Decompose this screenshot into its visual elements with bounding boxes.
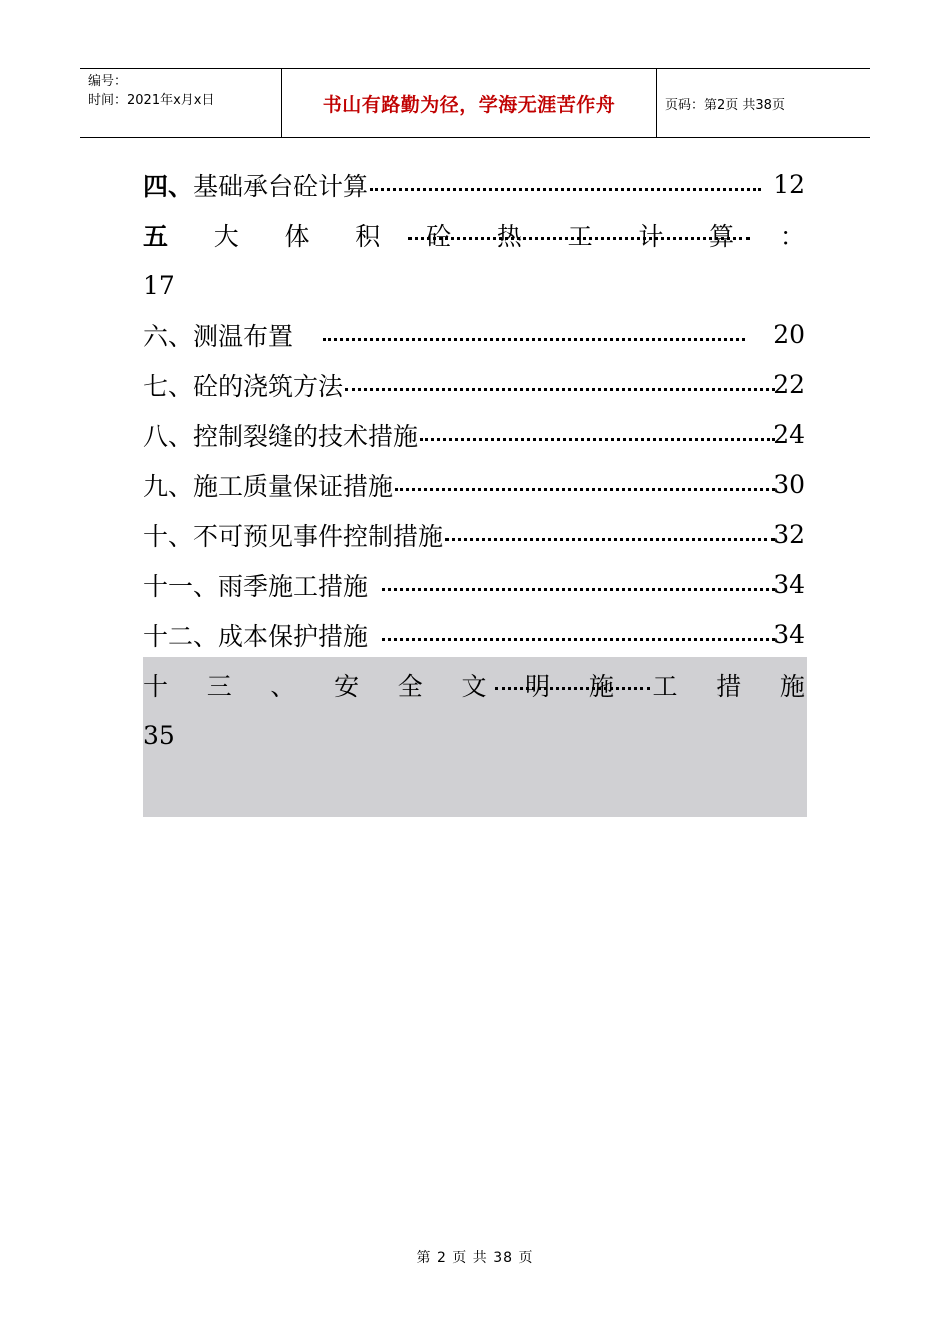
toc-entry-page: 35 — [143, 720, 175, 750]
toc-entry-prefix: 四、 — [143, 172, 194, 201]
toc-entry-page: 20 — [773, 320, 805, 349]
header-motto: 书山有路勤为径，学海无涯苦作舟 — [282, 69, 657, 137]
header-page-label: 页码：第2页 共38页 — [665, 97, 785, 113]
toc-entry — [143, 160, 805, 210]
dot-leader — [382, 588, 775, 591]
toc-entry-title: 基础承台砼计算 — [193, 172, 369, 201]
toc-title-char: 施 — [779, 672, 805, 701]
dot-leader — [445, 538, 775, 541]
toc-entry — [143, 610, 805, 660]
toc-entry-title-justified — [143, 667, 805, 703]
toc-entry-page: 32 — [773, 520, 805, 549]
toc-title-char: 砼 — [426, 222, 452, 251]
toc-entry-title: 六、测温布置 — [143, 322, 294, 351]
number-label: 编号： — [88, 74, 128, 89]
page-header — [80, 68, 870, 138]
dot-leader — [395, 488, 775, 491]
toc-entry-page-line — [143, 260, 805, 310]
toc-title-char: 五 — [143, 222, 169, 251]
toc-title-char: 热 — [496, 222, 522, 251]
toc-title-char: 计 — [638, 222, 664, 251]
toc-title-char: 体 — [284, 222, 310, 251]
toc-entry — [143, 210, 805, 260]
toc-entry-page: 12 — [773, 170, 805, 199]
toc-entry-title: 八、控制裂缝的技术措施 — [143, 422, 419, 451]
toc-title-char: 施 — [588, 672, 614, 701]
toc-entry-page: 24 — [773, 420, 805, 449]
toc-entry-page: 34 — [773, 570, 805, 599]
toc-title-char: ： — [779, 222, 805, 251]
dot-leader — [420, 438, 775, 441]
table-of-contents — [143, 160, 805, 760]
dot-leader — [370, 188, 761, 191]
toc-entry-page: 22 — [773, 370, 805, 399]
toc-entry — [143, 510, 805, 560]
toc-entry-page: 30 — [773, 470, 805, 499]
toc-title-char: 、 — [270, 672, 296, 701]
toc-title-char: 明 — [525, 672, 551, 701]
toc-title-char: 积 — [355, 222, 381, 251]
toc-entry-title: 九、施工质量保证措施 — [143, 472, 394, 501]
toc-entry-title-justified — [143, 217, 805, 253]
toc-entry — [143, 460, 805, 510]
toc-entry — [143, 360, 805, 410]
toc-entry-title: 七、砼的浇筑方法 — [143, 372, 344, 401]
toc-entry-title: 十一、雨季施工措施 — [143, 572, 369, 601]
toc-title-char: 三 — [206, 672, 232, 701]
toc-title-char: 工 — [567, 222, 593, 251]
dot-leader — [323, 338, 745, 341]
toc-title-char: 全 — [397, 672, 423, 701]
toc-entry-title: 十、不可预见事件控制措施 — [143, 522, 444, 551]
toc-entry-page-line — [143, 710, 805, 760]
toc-entry-title: 十二、成本保护措施 — [143, 622, 369, 651]
dot-leader — [345, 388, 775, 391]
toc-entry-page: 34 — [773, 620, 805, 649]
toc-entry-page: 17 — [143, 270, 175, 300]
toc-entry — [143, 310, 805, 360]
toc-entry — [143, 660, 805, 710]
page-footer: 第 2 页 共 38 页 — [416, 1250, 534, 1266]
toc-title-char: 文 — [461, 672, 487, 701]
toc-entry — [143, 560, 805, 610]
toc-title-char: 十 — [143, 672, 169, 701]
toc-title-char: 工 — [652, 672, 678, 701]
dot-leader — [495, 687, 650, 690]
toc-title-char: 安 — [334, 672, 360, 701]
dot-leader — [382, 638, 775, 641]
header-left-cell — [80, 69, 282, 137]
toc-title-char: 大 — [213, 222, 239, 251]
time-label: 时间：2021年x月x日 — [88, 93, 215, 108]
toc-entry — [143, 410, 805, 460]
toc-title-char: 措 — [716, 672, 742, 701]
toc-title-char: 算 — [709, 222, 735, 251]
